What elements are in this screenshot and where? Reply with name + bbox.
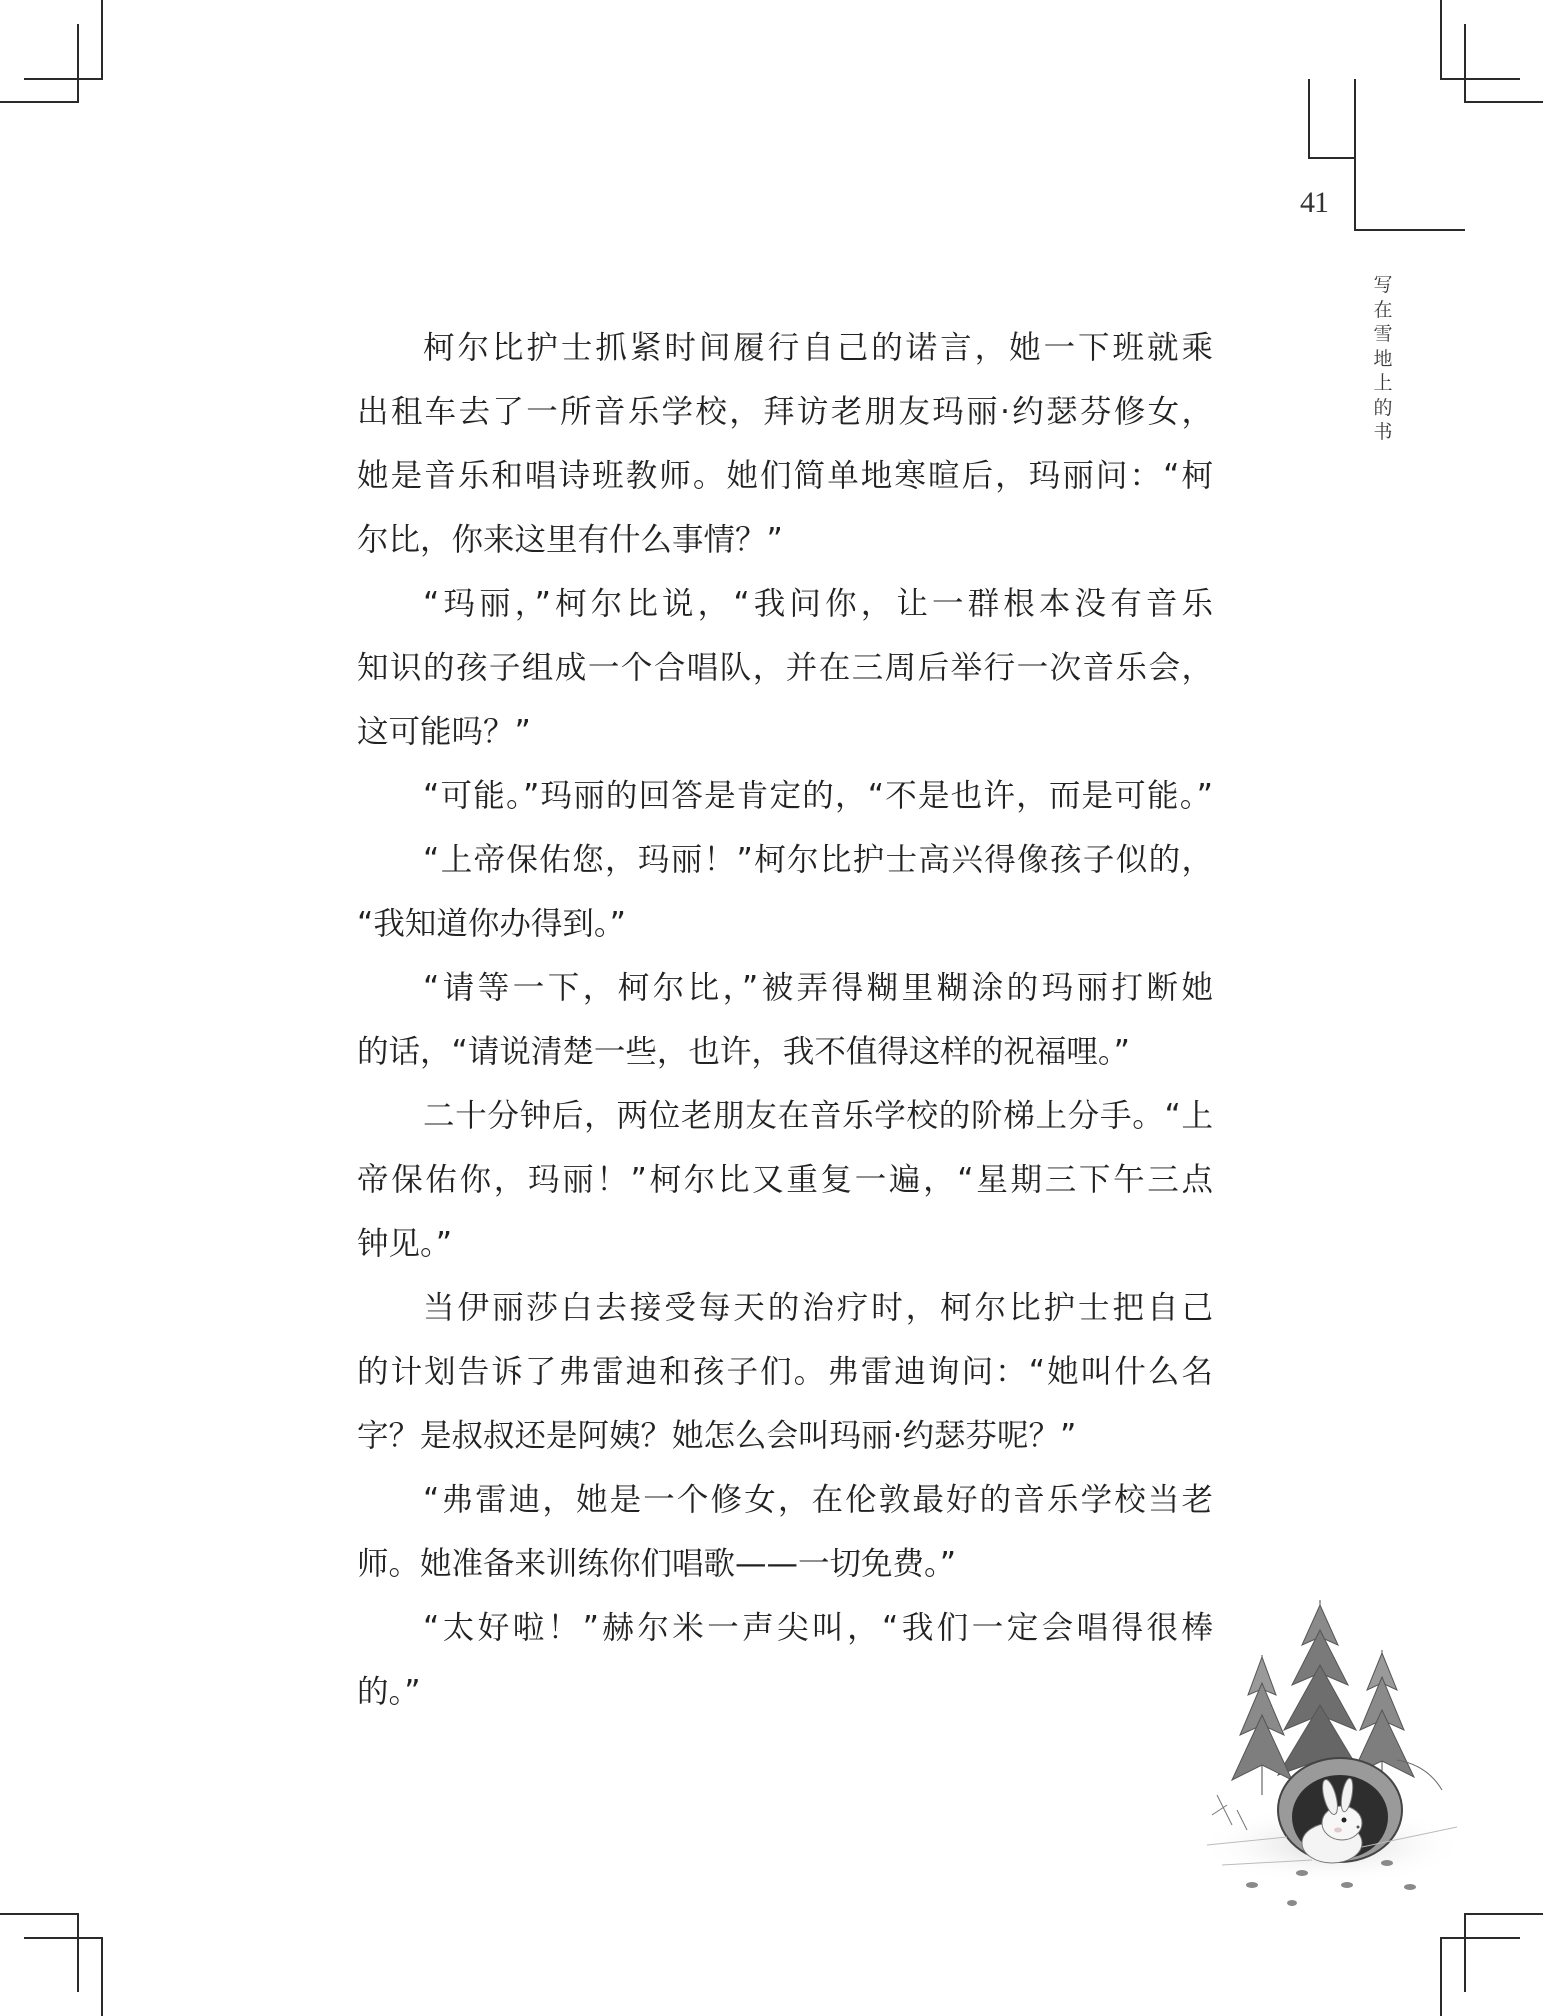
running-title-char: 雪 [1373,323,1393,345]
running-title-char: 地 [1373,347,1393,370]
text-line: 这可能吗？” [357,714,531,750]
crop-mark [1464,1913,1466,1992]
text-line: “上帝保佑您，玛丽！”柯尔比护士高兴得像孩子似的， [423,842,1213,878]
text-line: “可能。”玛丽的回答是肯定的，“不是也许，而是可能。” [423,778,1213,814]
text-line: 钟见。” [357,1226,453,1262]
text-line: “太好啦！”赫尔米一声尖叫，“我们一定会唱得很棒 [423,1610,1213,1646]
running-title-char: 在 [1373,298,1393,321]
crop-mark [1440,78,1520,80]
running-title [1370,273,1396,445]
crop-mark [24,1937,103,1939]
text-line: “我知道你办得到。” [357,906,626,942]
text-line: “弗雷迪，她是一个修女，在伦敦最好的音乐学校当老 [423,1482,1213,1518]
text-line: “请等一下，柯尔比，”被弄得糊里糊涂的玛丽打断她 [423,970,1213,1006]
header-rule [1354,79,1356,230]
crop-mark [1464,24,1466,103]
running-title-char: 的 [1373,396,1393,419]
running-title-char: 写 [1373,274,1393,296]
text-line: 帝保佑你，玛丽！”柯尔比又重复一遍，“星期三下午三点 [357,1162,1213,1198]
header-rule [1308,79,1310,158]
text-line: 她是音乐和唱诗班教师。她们简单地寒暄后，玛丽问：“柯 [357,458,1213,494]
page-number: 41 [1300,186,1328,219]
text-line: 柯尔比护士抓紧时间履行自己的诺言，她一下班就乘 [423,330,1213,366]
rabbit-illustration [1192,1565,1472,1920]
crop-mark [1464,101,1543,103]
crop-mark [0,101,79,103]
text-line: 知识的孩子组成一个合唱队，并在三周后举行一次音乐会， [357,650,1213,686]
crop-mark [101,1937,103,2016]
crop-mark [24,78,103,80]
crop-mark [0,1913,79,1915]
crop-mark [77,1913,79,1992]
text-line: 出租车去了一所音乐学校，拜访老朋友玛丽·约瑟芬修女， [357,394,1213,430]
header-rule [1308,157,1355,159]
text-line: 的话，“请说清楚一些，也许，我不值得这样的祝福哩。” [357,1034,1130,1070]
crop-mark [1440,1937,1442,2016]
running-title-char: 上 [1373,372,1393,394]
crop-mark [1440,1937,1520,1939]
text-line: 字？是叔叔还是阿姨？她怎么会叫玛丽·约瑟芬呢？” [357,1418,1077,1454]
crop-mark [77,24,79,103]
rabbit-in-log-icon [1192,1565,1472,1920]
crop-mark [1464,1913,1543,1915]
text-line: 的。” [357,1674,421,1710]
text-line: 二十分钟后，两位老朋友在音乐学校的阶梯上分手。“上 [423,1098,1213,1134]
text-line: 当伊丽莎白去接受每天的治疗时，柯尔比护士把自己 [423,1290,1213,1326]
crop-mark [1440,0,1442,79]
running-title-char: 书 [1373,421,1393,443]
text-line: 师。她准备来训练你们唱歌——一切免费。” [357,1546,957,1582]
text-line: 的计划告诉了弗雷迪和孩子们。弗雷迪询问：“她叫什么名 [357,1354,1213,1390]
header-rule [1354,229,1465,231]
crop-mark [101,0,103,79]
body-text [357,324,1213,1732]
text-line: “玛丽，”柯尔比说，“我问你，让一群根本没有音乐 [423,586,1213,622]
text-line: 尔比，你来这里有什么事情？” [357,522,783,558]
